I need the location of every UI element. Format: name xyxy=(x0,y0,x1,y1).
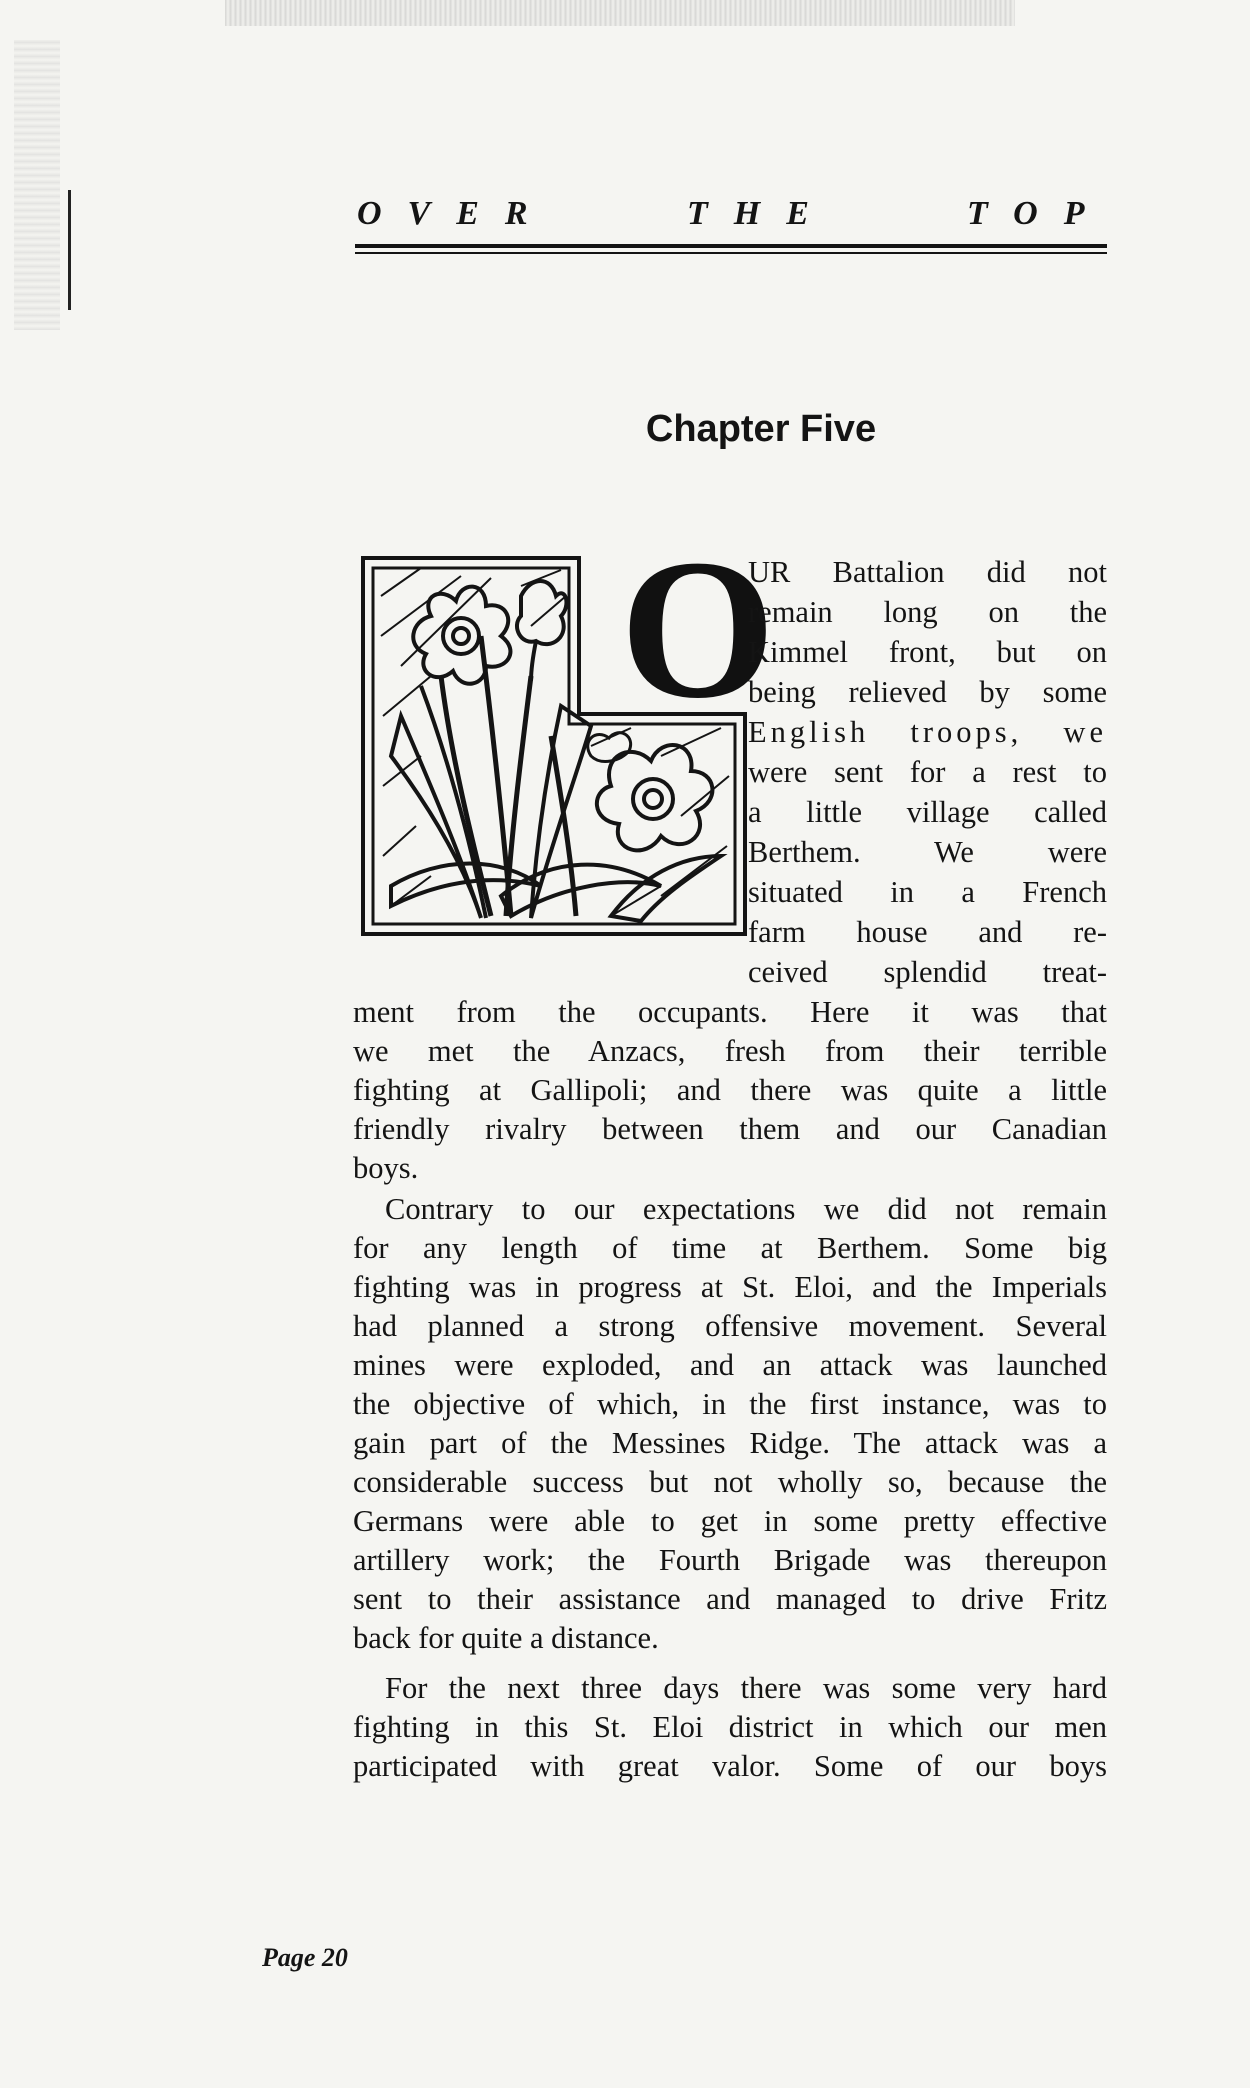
chapter-title: Chapter Five xyxy=(645,408,877,450)
header-rule-thin xyxy=(355,252,1107,254)
text-line: mines were exploded, and an attack was launched xyxy=(353,1348,1107,1382)
header-rule-thick xyxy=(355,244,1107,248)
text-line: a little village called xyxy=(748,795,1107,829)
scan-artifact-line xyxy=(68,190,71,310)
text-line: gain part of the Messines Ridge. The attack was a xyxy=(353,1426,1107,1460)
text-line: fighting at Gallipoli; and there was quite a little xyxy=(353,1073,1107,1107)
scan-artifact-left xyxy=(14,40,60,330)
running-head-word-top: TOP xyxy=(967,195,1111,232)
text-line: sent to their assistance and managed to drive Fritz xyxy=(353,1582,1107,1616)
text-line: being relieved by some xyxy=(748,675,1107,709)
text-line: Germans were able to get in some pretty effective xyxy=(353,1504,1107,1538)
text-line: the objective of which, in the first instance, was to xyxy=(353,1387,1107,1421)
text-line: were sent for a rest to xyxy=(748,755,1107,789)
text-line: farm house and re- xyxy=(748,915,1107,949)
text-line: considerable success but not wholly so, because the xyxy=(353,1465,1107,1499)
text-line: Kimmel front, but on xyxy=(748,635,1107,669)
text-line: boys. xyxy=(353,1151,419,1185)
text-line: artillery work; the Fourth Brigade was thereupon xyxy=(353,1543,1107,1577)
text-line: situated in a French xyxy=(748,875,1107,909)
text-line: ment from the occupants. Here it was that xyxy=(353,995,1107,1029)
text-line: ceived splendid treat- xyxy=(748,955,1107,989)
text-line: for any length of time at Berthem. Some big xyxy=(353,1231,1107,1265)
text-line: Berthem. We were xyxy=(748,835,1107,869)
text-line: back for quite a distance. xyxy=(353,1621,659,1655)
page-number: Page 20 xyxy=(262,1943,348,1972)
text-line: friendly rivalry between them and our Canadian xyxy=(353,1112,1107,1146)
text-line: Contrary to our expectations we did not remain xyxy=(385,1192,1107,1226)
text-line: UR Battalion did not xyxy=(748,555,1107,589)
running-head-word-over: OVER xyxy=(357,195,554,232)
text-line: fighting in this St. Eloi district in which our men xyxy=(353,1710,1107,1744)
text-line: participated with great valor. Some of our boys xyxy=(353,1749,1107,1783)
running-head xyxy=(357,192,1111,240)
text-line: had planned a strong offensive movement. Several xyxy=(353,1309,1107,1343)
text-line: English troops, we xyxy=(748,715,1107,749)
drop-cap: O xyxy=(620,519,776,740)
text-line: fighting was in progress at St. Eloi, and the Imperials xyxy=(353,1270,1107,1304)
text-line: remain long on the xyxy=(748,595,1107,629)
text-line: For the next three days there was some very hard xyxy=(385,1671,1107,1705)
running-head-word-the: THE xyxy=(687,195,835,232)
scan-artifact-top xyxy=(225,0,1015,26)
text-line: we met the Anzacs, fresh from their terrible xyxy=(353,1034,1107,1068)
